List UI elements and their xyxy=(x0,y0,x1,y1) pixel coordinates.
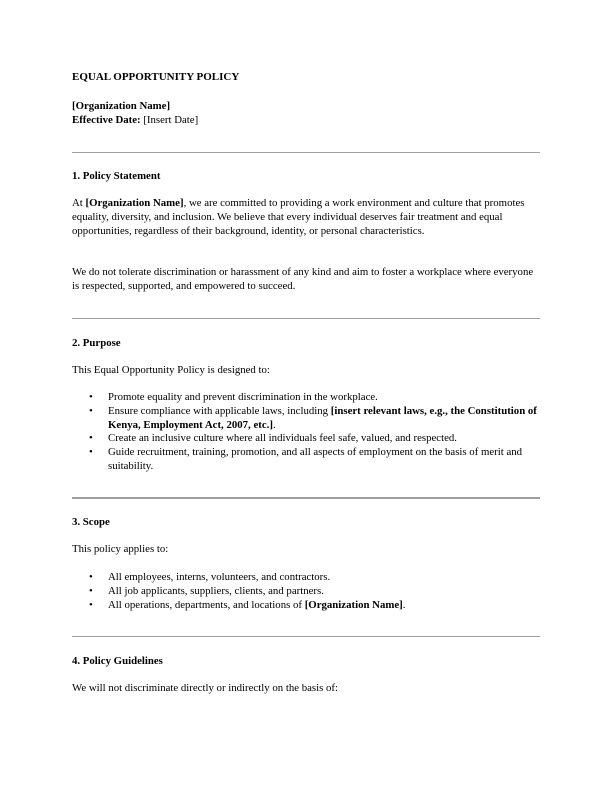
divider xyxy=(72,152,540,153)
section-heading-scope: 3. Scope xyxy=(72,516,110,528)
list-item: • Ensure compliance with applicable laws, including [insert relevant laws, e.g., the Constitution of Kenya, Employment Act, 2007, etc.]. xyxy=(72,405,542,433)
section-heading-policy-statement: 1. Policy Statement xyxy=(72,170,161,182)
scope-list xyxy=(72,571,542,612)
list-item: • All operations, departments, and locations of [Organization Name]. xyxy=(72,599,542,613)
list-item: • All job applicants, suppliers, clients, and partners. xyxy=(72,585,542,599)
purpose-intro: This Equal Opportunity Policy is designed to: xyxy=(72,364,270,376)
divider xyxy=(72,636,540,637)
effective-date xyxy=(72,114,542,128)
policy-statement-paragraph-2: We do not tolerate discrimination or harassment of any kind and aim to foster a workplace where everyone is respected, supported, and empowered to succeed. xyxy=(72,266,534,292)
list-item: • Create an inclusive culture where all individuals feel safe, valued, and respected. xyxy=(72,432,542,446)
effective-date-value: [Insert Date] xyxy=(140,113,199,126)
section-heading-policy-guidelines: 4. Policy Guidelines xyxy=(72,655,163,667)
divider xyxy=(72,497,540,499)
purpose-list xyxy=(72,391,542,474)
divider xyxy=(72,318,540,319)
scope-intro: This policy applies to: xyxy=(72,543,169,555)
document-title: EQUAL OPPORTUNITY POLICY xyxy=(72,71,240,83)
effective-date-label: Effective Date: xyxy=(72,113,141,126)
list-item: • Promote equality and prevent discrimination in the workplace. xyxy=(72,391,542,405)
policy-statement-paragraph-1: At [Organization Name], we are committed to providing a work environment and culture that promotes equality, diversity, and inclusion. We believe that every individual deserves fair treatment and equal opportunities, regardless of their background, identity, or personal characteristics. xyxy=(72,197,525,237)
list-item: • Guide recruitment, training, promotion, and all aspects of employment on the basis of merit and suitability. xyxy=(72,446,542,474)
header-info xyxy=(72,100,542,128)
policy-guidelines-intro: We will not discriminate directly or indirectly on the basis of: xyxy=(72,682,338,694)
section-heading-purpose: 2. Purpose xyxy=(72,337,121,349)
list-item: • All employees, interns, volunteers, and contractors. xyxy=(72,571,542,585)
organization-name: [Organization Name] xyxy=(72,100,171,112)
